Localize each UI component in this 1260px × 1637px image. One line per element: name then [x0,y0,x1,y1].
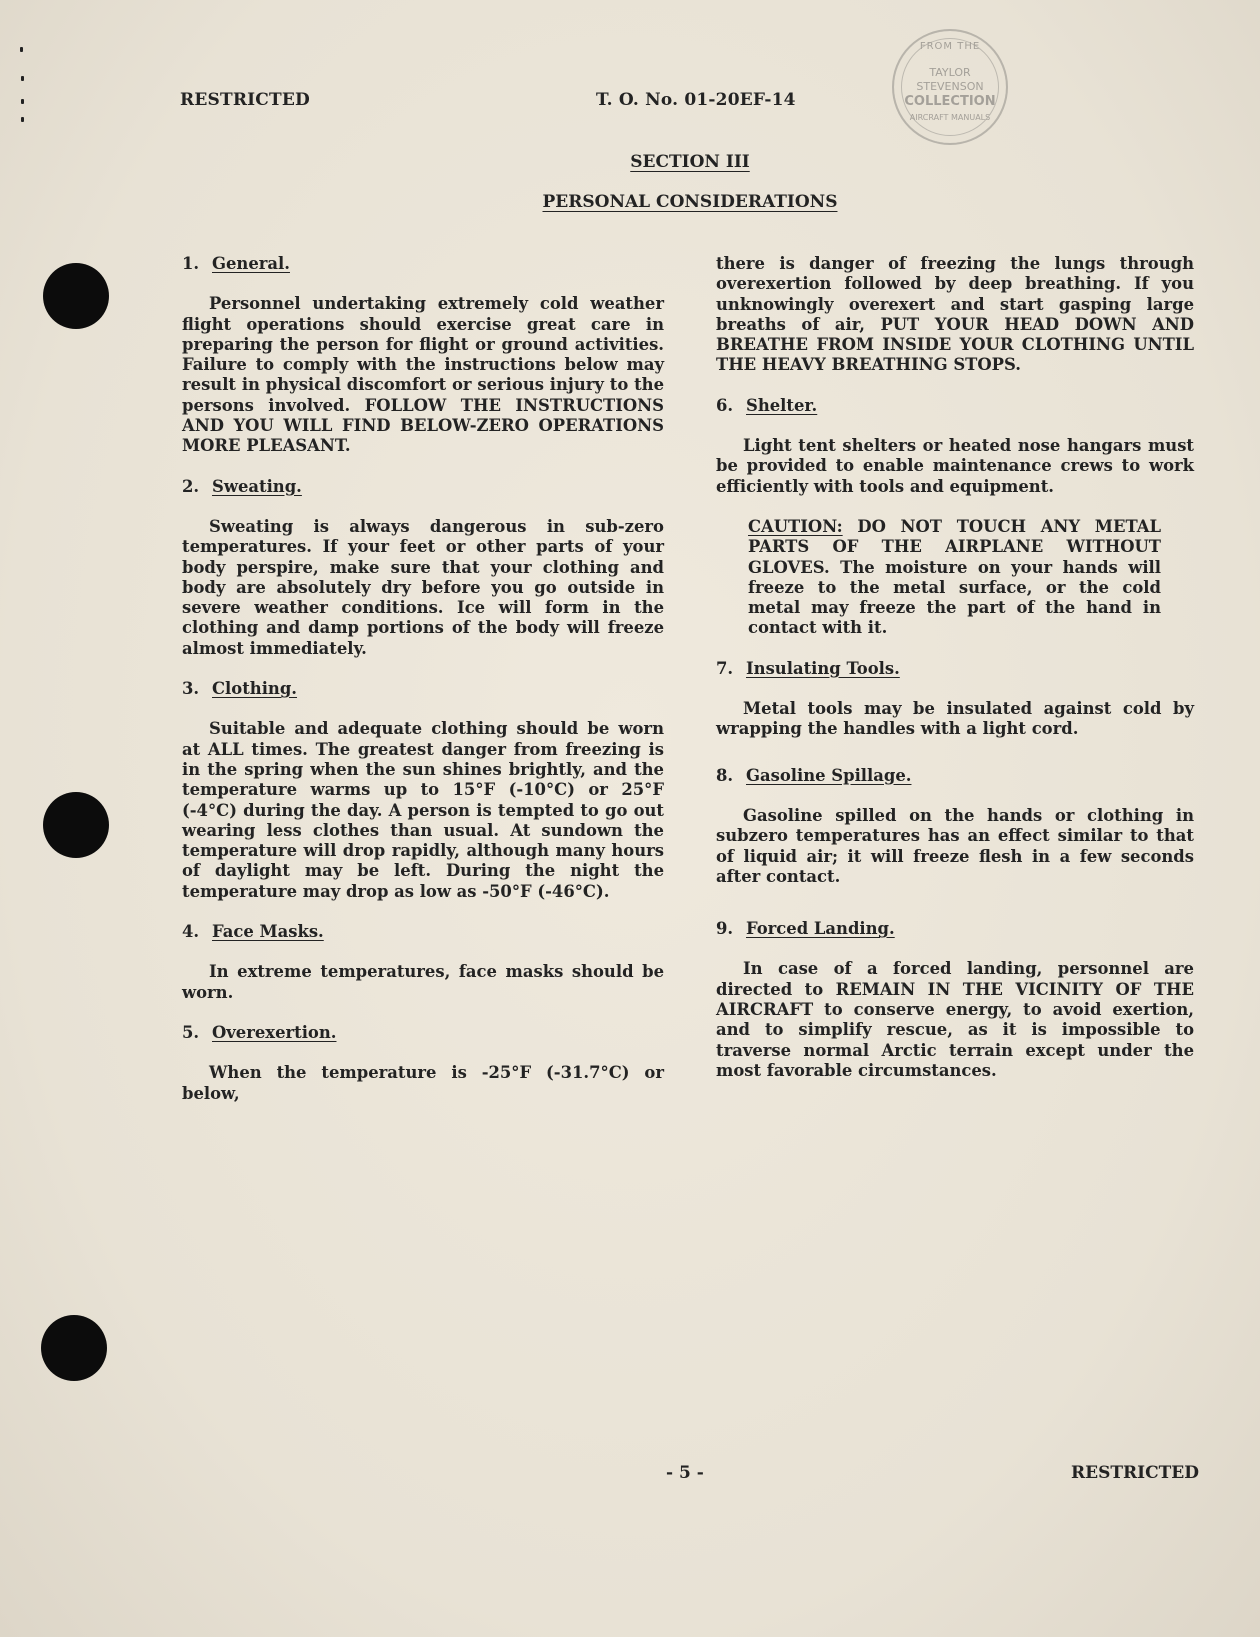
left-column [182,254,664,1104]
paragraph-clothing: Suitable and adequate clothing should be worn at ALL times. The greatest danger from freezing is in the spring when the sun shines brightly, and the temperature warms up to 15°F (-10°C) or 25°F (-4°C) during the day. A person is tempted to go out wearing less clothes than usual. At sundown the temperature will drop rapidly, although many hours of daylight may be left. During the night the temperature may drop as low as -50°F (-46°C). [182,719,664,901]
caution-note [748,517,1161,639]
paragraph-insulating-tools: Metal tools may be insulated against cold by wrapping the handles with a light cord. [716,699,1194,739]
heading-sweating: 2. Sweating. [182,476,302,496]
heading-shelter: 6. Shelter. [716,395,818,415]
heading-forced-landing: 9. Forced Landing. [716,919,895,939]
heading-gasoline-spillage: 8. Gasoline Spillage. [716,765,912,785]
binder-hole-middle [43,792,109,858]
heading-face-masks: 4. Face Masks. [182,922,324,942]
paragraph-shelter: Light tent shelters or heated nose hangars must be provided to enable maintenance crews to work efficiently with tools and equipment. [716,436,1194,496]
section-title: PERSONAL CONSIDERATIONS [542,192,838,212]
page-number: - 5 - [666,1463,704,1483]
paragraph-general: Personnel undertaking extremely cold weather flight operations should exercise great care in preparing the person for flight or ground activities. Failure to comply with the instructions below may result in physical discomfort or serious injury to the persons involved. FOLLOW THE INSTRUCTIONS AND YOU WILL FIND BELOW-ZERO OPERATIONS MORE PLEASANT. [182,294,664,456]
margin-speck [21,117,24,122]
paragraph-sweating: Sweating is always dangerous in sub-zero temperatures. If your feet or other parts of your body perspire, make sure that your clothing and body are absolutely dry before you go outside in severe weather conditions. Ice will form in the clothing and damp portions of the body will freeze almost immediately. [182,516,664,658]
right-column [716,254,1194,1081]
margin-speck [21,76,24,81]
footer-classification: RESTRICTED [1071,1463,1199,1483]
paragraph-gasoline-spillage: Gasoline spilled on the hands or clothing in subzero temperatures has an effect similar to that of liquid air; it will freeze flesh in a few seconds after contact. [716,805,1194,886]
header-classification: RESTRICTED [180,90,310,110]
paragraph-overexertion-continued: there is danger of freezing the lungs through overexertion followed by deep breathing. If you unknowingly overexert and start gasping large breaths of air, PUT YOUR HEAD DOWN AND BREATHE FROM INSIDE YOUR CLOTHING UNTIL THE HEAVY BREATHING STOPS. [716,254,1194,375]
binder-hole-bottom [41,1315,107,1381]
heading-general: 1. General. [182,254,290,273]
margin-speck [20,47,23,52]
binder-hole-top [43,263,109,329]
heading-insulating-tools: 7. Insulating Tools. [716,658,900,678]
paragraph-face-masks: In extreme temperatures, face masks should be worn. [182,962,664,1002]
section-number: SECTION III [630,152,750,172]
paragraph-forced-landing: In case of a forced landing, personnel are directed to REMAIN IN THE VICINITY OF THE AIRCRAFT to conserve energy, to avoid exertion, and to simplify rescue, as it is impossible to traverse normal Arctic terrain except under the most favorable circumstances. [716,959,1194,1080]
caution-label: CAUTION: [748,516,843,536]
paragraph-overexertion-start: When the temperature is -25°F (-31.7°C) or below, [182,1063,664,1103]
heading-clothing: 3. Clothing. [182,679,298,699]
caution-text: DO NOT TOUCH ANY METAL PARTS OF THE AIRPLANE WITHOUT GLOVES. The moisture on your hands will freeze to the metal surface, or the cold metal may freeze the part of the hand in contact with it. [748,516,1161,638]
header-document-number: T. O. No. 01-20EF-14 [596,90,796,110]
margin-speck [21,99,24,104]
heading-overexertion: 5. Overexertion. [182,1022,337,1042]
collection-stamp: FROM THE TAYLOR STEVENSON COLLECTION AIRCRAFT MANUALS [892,29,1008,145]
